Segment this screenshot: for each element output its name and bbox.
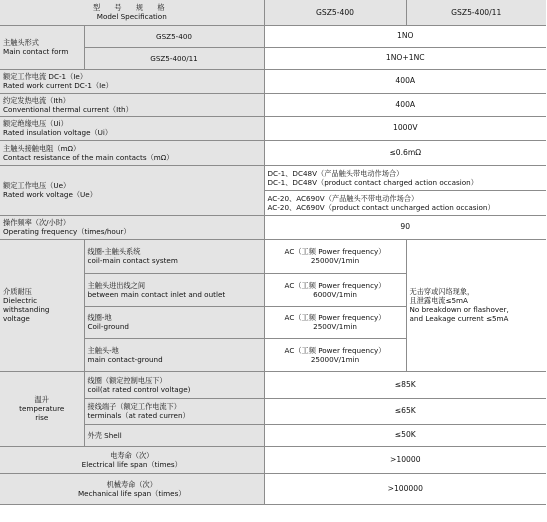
temp-item-1-en: coil(at rated control voltage) bbox=[87, 384, 191, 394]
temp-item-3-value: ≤50K bbox=[264, 424, 546, 446]
insulation-voltage-cn: 额定绝缘电压（Ui） bbox=[3, 119, 68, 128]
main-contact-form-model-1: GSZ5-400 bbox=[84, 25, 264, 47]
dielectric-label bbox=[0, 239, 84, 371]
contact-resistance-cn: 主触头接触电阻（mΩ） bbox=[3, 143, 81, 153]
dielectric-item-3-en: Coil-ground bbox=[87, 322, 129, 331]
rated-voltage-dc-cn: DC-1、DC48V（产品触头带电动作场合） bbox=[267, 168, 404, 178]
header-gsz5-400-11: GSZ5-400/11 bbox=[406, 0, 546, 25]
temperature-rise-label bbox=[0, 371, 84, 446]
dielectric-item-2-en: between main contact inlet and outlet bbox=[87, 289, 226, 299]
contact-resistance-value: ≤0.6mΩ bbox=[264, 140, 546, 165]
temp-item-2-value: ≤65K bbox=[264, 398, 546, 424]
dielectric-note bbox=[406, 239, 546, 371]
electrical-life-cn: 电寿命（次） bbox=[110, 450, 154, 460]
rated-current-cn: 额定工作电流 DC-1（Ie） bbox=[3, 72, 88, 81]
rated-current-en: Rated work current DC-1（Ie） bbox=[3, 81, 113, 90]
rated-voltage-cn: 额定工作电压（Ue） bbox=[3, 181, 71, 190]
dielectric-item-1-v2: 25000V/1min bbox=[310, 256, 360, 265]
dielectric-item-4-en: main contact-ground bbox=[87, 354, 163, 364]
dielectric-item-2-cn: 主触头进出线之间 bbox=[87, 280, 146, 290]
thermal-current-value: 400A bbox=[264, 93, 546, 116]
contact-resistance-en: Contact resistance of the main contacts（mΩ） bbox=[3, 152, 174, 162]
mechanical-life-label bbox=[0, 473, 264, 504]
main-contact-form-cn: 主触头形式 bbox=[3, 38, 39, 47]
dielectric-item-1-cn: 线圈-主触头系统 bbox=[87, 247, 141, 256]
dielectric-item-4-label bbox=[84, 338, 264, 371]
main-contact-form-model-2: GSZ5-400/11 bbox=[84, 47, 264, 69]
rated-voltage-en: Rated work voltage（Ue） bbox=[3, 190, 97, 199]
electrical-life-en: Electrical life span（times） bbox=[81, 459, 182, 469]
temperature-rise-row-1 bbox=[0, 371, 546, 398]
operating-frequency-en: Operating frequency（times/hour） bbox=[3, 227, 131, 236]
main-contact-form-value-2: 1NO+1NC bbox=[264, 47, 546, 69]
temperature-rise-cn: 温升 bbox=[34, 395, 49, 404]
temperature-rise-en-1: temperature bbox=[19, 404, 65, 413]
rated-voltage-row-1 bbox=[0, 165, 546, 190]
model-specification-header bbox=[0, 0, 264, 25]
insulation-voltage-label bbox=[0, 116, 264, 140]
header-gsz5-400: GSZ5-400 bbox=[264, 0, 406, 25]
dielectric-item-4-v2: 25000V/1min bbox=[310, 354, 360, 364]
dielectric-item-2-v1: AC（工频 Power frequency） bbox=[284, 280, 386, 290]
header-row bbox=[0, 0, 546, 25]
rated-voltage-ac-cn: AC-20、AC690V（产品触头不带电动作场合） bbox=[267, 193, 419, 203]
contact-resistance-row bbox=[0, 140, 546, 165]
model-spec-en: Model Specification bbox=[96, 12, 167, 22]
temperature-rise-en-2: rise bbox=[35, 413, 49, 422]
electrical-life-row bbox=[0, 446, 546, 473]
mechanical-life-cn: 机械寿命（次） bbox=[106, 479, 157, 489]
dielectric-item-1-label bbox=[84, 239, 264, 273]
dielectric-note-cn-2: 且泄露电流≤5mA bbox=[409, 296, 468, 305]
temp-item-1-label bbox=[84, 371, 264, 398]
insulation-voltage-row bbox=[0, 116, 546, 140]
thermal-current-cn: 约定发热电流（Ith） bbox=[3, 95, 70, 105]
mechanical-life-en: Mechanical life span（times） bbox=[77, 488, 186, 498]
thermal-current-label bbox=[0, 93, 264, 116]
dielectric-item-3-cn: 线圈-地 bbox=[87, 313, 112, 322]
dielectric-item-2-label bbox=[84, 273, 264, 306]
operating-frequency-row bbox=[0, 215, 546, 239]
dielectric-row-1 bbox=[0, 239, 546, 273]
dielectric-item-2-v2: 6000V/1min bbox=[313, 289, 357, 299]
main-contact-form-value-1: 1NO bbox=[264, 25, 546, 47]
dielectric-item-3-v2: 2500V/1min bbox=[313, 322, 357, 331]
operating-frequency-label bbox=[0, 215, 264, 239]
dielectric-item-1-v1: AC（工频 Power frequency） bbox=[284, 247, 386, 256]
temp-item-3-cn: 外壳 Shell bbox=[87, 430, 122, 440]
dielectric-item-3-label bbox=[84, 306, 264, 338]
dielectric-item-1-value bbox=[264, 239, 406, 273]
main-contact-form-label bbox=[0, 25, 84, 69]
contact-resistance-label bbox=[0, 140, 264, 165]
temp-item-1-value: ≤85K bbox=[264, 371, 546, 398]
main-contact-form-row-1 bbox=[0, 25, 546, 47]
dielectric-en-2: withstanding bbox=[3, 305, 50, 314]
temp-item-2-en: terminals（at rated curren） bbox=[87, 411, 190, 420]
dielectric-en-3: voltage bbox=[3, 314, 30, 323]
dielectric-en-1: Dielectric bbox=[3, 296, 38, 305]
operating-frequency-cn: 操作频率（次/小时） bbox=[3, 218, 71, 227]
thermal-current-en: Conventional thermal current（Ith） bbox=[3, 104, 133, 114]
insulation-voltage-value: 1000V bbox=[264, 116, 546, 140]
dielectric-item-4-value bbox=[264, 338, 406, 371]
model-spec-cn: 型 号 规 格 bbox=[92, 3, 171, 13]
mechanical-life-value: >100000 bbox=[264, 473, 546, 504]
thermal-current-row bbox=[0, 93, 546, 116]
rated-current-row bbox=[0, 69, 546, 93]
dielectric-item-3-v1: AC（工频 Power frequency） bbox=[284, 313, 386, 322]
rated-current-label bbox=[0, 69, 264, 93]
main-contact-form-en: Main contact form bbox=[3, 47, 69, 56]
dielectric-cn: 介质耐压 bbox=[3, 287, 32, 296]
dielectric-note-en-1: No breakdown or flashover, bbox=[409, 305, 509, 314]
temp-item-1-cn: 线圈（额定控制电压下） bbox=[87, 375, 167, 385]
temp-item-2-cn: 接线端子（额定工作电流下） bbox=[87, 402, 181, 411]
rated-current-value: 400A bbox=[264, 69, 546, 93]
dielectric-item-2-value bbox=[264, 273, 406, 306]
dielectric-item-4-cn: 主触头-地 bbox=[87, 345, 119, 355]
electrical-life-label bbox=[0, 446, 264, 473]
mechanical-life-row bbox=[0, 473, 546, 504]
electrical-life-value: >10000 bbox=[264, 446, 546, 473]
temp-item-2-label bbox=[84, 398, 264, 424]
temp-item-3-label bbox=[84, 424, 264, 446]
rated-voltage-dc-en: DC-1、DC48V（product contact charged action occasion） bbox=[267, 177, 478, 187]
dielectric-item-3-value bbox=[264, 306, 406, 338]
insulation-voltage-en: Rated insulation voltage（Ui） bbox=[3, 128, 113, 137]
operating-frequency-value: 90 bbox=[264, 215, 546, 239]
dielectric-note-cn-1: 无击穿或闪络现象， bbox=[409, 287, 475, 296]
dielectric-item-4-v1: AC（工频 Power frequency） bbox=[284, 345, 386, 355]
dielectric-item-1-en: coil-main contact system bbox=[87, 256, 178, 265]
rated-voltage-ac bbox=[264, 190, 546, 215]
rated-voltage-label bbox=[0, 165, 264, 215]
rated-voltage-dc bbox=[264, 165, 546, 190]
rated-voltage-ac-en: AC-20、AC690V（product contact uncharged action occasion） bbox=[267, 202, 495, 212]
dielectric-note-en-2: and Leakage current ≤5mA bbox=[409, 314, 509, 323]
